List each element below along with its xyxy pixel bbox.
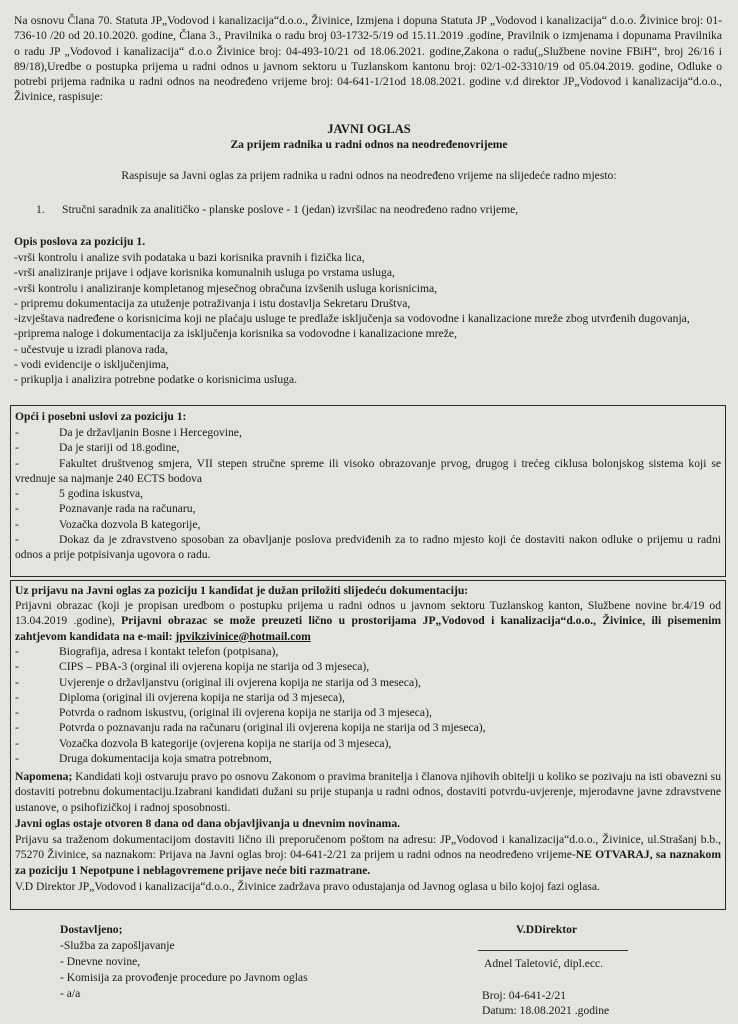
delivered-item: - a/a — [60, 987, 81, 1000]
condition-item: - 5 godina iskustva, — [15, 487, 144, 501]
position-text: Stručni saradnik za analitičko - planske poslove - 1 (jedan) izvršilac na neodređeno radno vrijeme, — [62, 203, 519, 216]
note-label: Napomena; — [15, 770, 73, 783]
condition-item: - Poznavanje rada na računaru, — [15, 502, 196, 516]
docs-heading: Uz prijavu na Javni oglas za poziciju 1 kandidat je dužan priložiti slijedeću dokumentaciju: — [15, 584, 469, 597]
duty-item: - vodi evidencije o isključenjima, — [14, 358, 169, 372]
duty-item: - pripremu dokumentacija za utuženje potraživanja i istu dostavlja Sekretaru Društva, — [14, 296, 411, 310]
condition-item: - Dokaz da je zdravstveno sposoban za obavljanje poslova predviđenih za to radno mjesto koji će dostaviti nakon odluke o prijemu u radni odnos a prije potpisivanja ugovora o radu. — [15, 533, 721, 562]
duty-item: - prikuplja i analizira potrebne podatke o korisnicima usluga. — [14, 373, 297, 387]
conditions-list — [15, 425, 721, 563]
duty-item: -vrši kontrolu i analiziranje kompletanog mjesečnog obračuna izvšenih usluga korisnicima, — [14, 281, 438, 295]
duty-item: -izvještava nadređene o korisnicima koji ne plaćaju usluge te predlaže isključenja sa vodovodne i kanalizacione mreže zbog utvrđenih dugovanja, — [14, 312, 690, 326]
doc-item: - Potvrda o poznavanju rada na računaru (original ili ovjerena kopija ne starija od 3 mjeseca), — [15, 721, 486, 735]
open-days-text: Javni oglas ostaje otvoren 8 dana od dana objavljivanja u dnevnim novinama. — [15, 817, 401, 830]
announce-text: Raspisuje sa Javni oglas za prijem radnika u radni odnos na neodređeno vrijeme na slijedeće radno mjesto: — [121, 169, 617, 182]
doc-item: - Biografija, adresa i kontakt telefon (potpisana), — [15, 645, 279, 658]
duty-item: -priprema naloge i dokumentacija za isključenja korisnika sa vodovodne i kanalizacione mreže, — [14, 327, 457, 341]
conditions-heading: Opći i posebni uslovi za poziciju 1: — [15, 410, 187, 423]
doc-item: - Potvrda o radnom iskustvu, (original ili ovjerena kopija ne starija od 3 mjeseca), — [15, 706, 432, 720]
position-number: 1. — [36, 203, 45, 216]
reference-number: Broj: 04-641-2/21 — [482, 989, 567, 1002]
director-rights-text: V.D Direktor JP„Vodovod i kanalizacija“d.o.o., Živinice zadržava pravo odustajanja od Javnog oglasa u bilo kojoj fazi oglasa. — [15, 880, 600, 893]
condition-item: - Vozačka dozvola B kategorije, — [15, 517, 201, 531]
intro-paragraph: Na osnovu Člana 70. Statuta JP„Vodovod i kanalizacija“d.o.o., Živinice, Izmjena i dopuna Statuta JP „Vodovod i kanalizacija“ d.o.o. Živinice broj: 01-736-10 /20 od 20.10.2020. godine, Člana 3., Pravilnika o radu broj 03-1732-5/19 od 15.11.2019 .godine, Pravilnik o izmjenama i dopunama Pravilnika o radu JP „Vodovod i kanalizacija“ d.o.o Živinice broj: 04-493-10/21 od 18.06.2021. godine,Zakona o radu(„Službene novine FBiH“, broj 26/16 i 89/18),Uredbe o postupka prijema u radni odnos u javnom sektoru u Tuzlanskom kantonu broj: 02/1-02-3310/19 od 05.04.2019. godine, Odluke o potrebi prijema radnika u radni odnos na neodređeno vrijeme broj: 04-641-1/21od 18.08.2021. godine v.d direktor JP„Vodovod i kanalizacija“d.o.o., Živinice, raspisuje: — [14, 14, 722, 104]
doc-item: - Uvjerenje o državljanstvu (original ili ovjerena kopija ne starija od 3 meseca), — [15, 675, 421, 689]
delivered-item: -Služba za zapošljavanje — [60, 939, 175, 952]
duty-item: -vrši kontrolu i analize svih podataka u bazi korisnika pravnih i fizička lica, — [14, 251, 365, 264]
doc-item: - Diploma (original ili ovjerena kopija ne starija od 3 mjeseca), — [15, 690, 345, 704]
submission-paragraph: Prijavu sa traženom dokumentacijom dostaviti lično ili preporučenom poštom na adresu: JP„Vodovod i kanalizacija“d.o.o., Živinice, ul.Strašanj b.b., 75270 Živinice, sa naznakom: Prijava na Javni oglas broj: 04-641-2/21 za prijem u radni odnos na neodređeno vrijeme-NE OTVARAJ, sa naznakom za poziciju 1 Nepotpune i neblagovremene prijave neće biti razmatrane. — [15, 833, 721, 877]
condition-item: - Da je državljanin Bosne i Hercegovine, — [15, 426, 242, 439]
ad-subtitle: Za prijem radnika u radni odnos na neodređenovrijeme — [230, 138, 508, 151]
doc-item: - Druga dokumentacija koja smatra potrebnom, — [15, 752, 272, 766]
ad-title: JAVNI OGLAS — [327, 122, 411, 136]
doc-item: - CIPS – PBA-3 (orginal ili ovjerena kopija ne starija od 3 mjeseca), — [15, 660, 370, 674]
signature-name: Adnel Taletović, dipl.ecc. — [484, 957, 604, 970]
delivered-label: Dostavljeno; — [60, 923, 123, 936]
note-paragraph: Napomena; Kandidati koji ostvaruju pravo po osnovu Zakonom o pravima branitelja i članova njihovih obitelji u koliko se pozivaju na isti obavezni su dostaviti potrebnu dokumentaciju.Izabrani kandidati dužani su prije stupanja u radni odnos, dostaviti potvrdu-uvjerenje, mjerodavne javne zdravstvene ustanove, o psihofizičkoj i radnoj sposobnosti. — [15, 770, 721, 814]
signature-title: V.DDirektor — [516, 923, 578, 936]
docs-list — [15, 644, 721, 766]
docs-intro: Prijavni obrazac (koji je propisan uredbom o postupku prijema u radni odnos u javnom sektoru Tuzlanskog kanton, Službene novine br.4/19 od 13.04.2019 .godine), Prijavni obrazac se može preuzeti lično u prostorijama JP„Vodovod i kanalizacija“d.o.o., Živinice, ili pisemenim zahtjevom kandidata na e-mail: jpvikzivinice@hotmail.com — [15, 599, 721, 643]
duty-item: - učestvuje u izradi planova rada, — [14, 342, 168, 356]
duty-item: -vrši analiziranje prijave i odjave korisnika komunalnih usluga po vrstama usluga, — [14, 266, 395, 280]
email-link[interactable]: jpvikzivinice@hotmail.com — [175, 629, 311, 643]
delivered-item: - Dnevne novine, — [60, 955, 141, 968]
doc-item: - Vozačka dozvola B kategorije (ovjerena kopija ne starija od 3 mjeseca), — [15, 736, 392, 750]
condition-item: - Fakultet društvenog smjera, VII stepen stručne spreme ili visoko obrazovanje prvog, drugog i trećeg ciklusa bolonjskog sistema koji se vrednuje sa najmanje 240 ECTS bodova — [15, 456, 721, 485]
signature-line — [478, 950, 628, 951]
delivered-item: - Komisija za provođenje procedure po Javnom oglas — [60, 971, 308, 984]
reference-date: Datum: 18.08.2021 .godine — [482, 1004, 610, 1017]
duties-list — [14, 250, 724, 388]
condition-item: - Da je stariji od 18.godine, — [15, 441, 180, 455]
duties-heading: Opis poslova za poziciju 1. — [14, 235, 146, 248]
